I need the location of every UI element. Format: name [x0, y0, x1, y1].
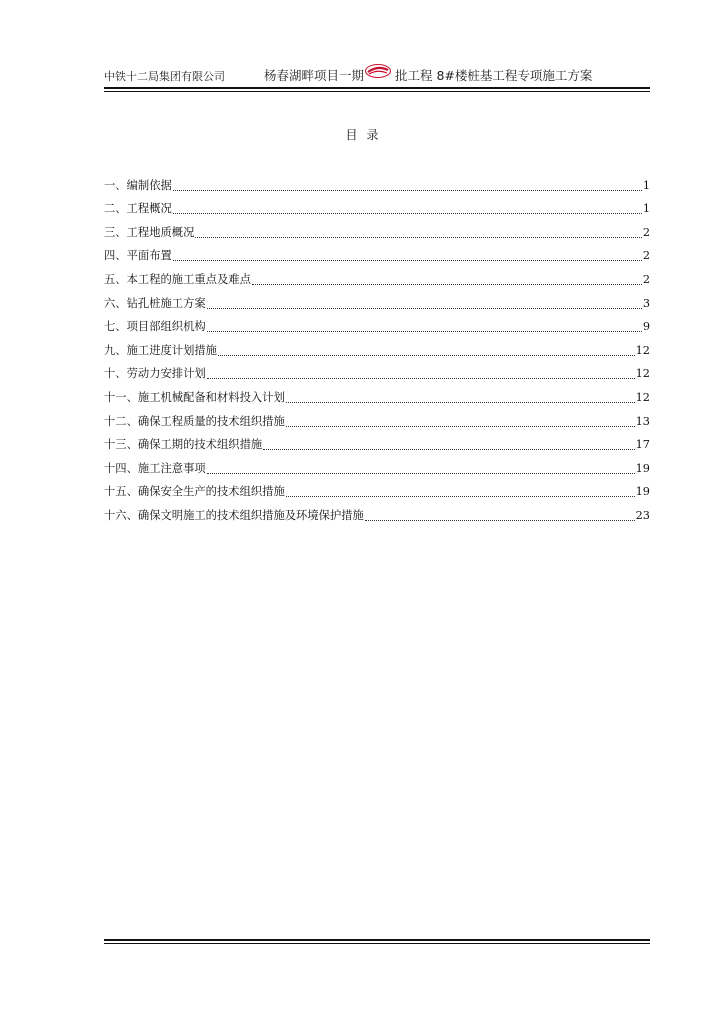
toc-entry[interactable] — [104, 430, 650, 454]
toc-entry[interactable] — [104, 312, 650, 336]
toc-entry-label: 十一、施工机械配备和材料投入计划 — [104, 390, 285, 404]
toc-entry-label: 七、项目部组织机构 — [104, 320, 206, 334]
toc-entry-page: 1 — [642, 178, 650, 192]
toc-entry-page: 2 — [642, 272, 650, 286]
table-of-contents — [104, 170, 650, 524]
toc-entry[interactable] — [104, 217, 650, 241]
toc-entry[interactable] — [104, 241, 650, 265]
footer-rule-thick — [104, 939, 650, 941]
toc-entry[interactable] — [104, 359, 650, 383]
toc-dot-leader — [218, 354, 635, 356]
toc-entry-page: 19 — [635, 485, 650, 499]
toc-dot-leader — [365, 519, 635, 521]
toc-entry-page: 13 — [635, 414, 650, 428]
toc-entry[interactable] — [104, 500, 650, 524]
logo-emblem — [365, 64, 391, 78]
toc-dot-leader — [207, 472, 635, 474]
toc-dot-leader — [263, 448, 634, 450]
toc-entry-page: 1 — [642, 202, 650, 216]
toc-entry-page: 9 — [642, 320, 650, 334]
toc-entry-page: 2 — [642, 225, 650, 239]
toc-entry-page: 19 — [635, 461, 650, 475]
toc-entry-page: 12 — [635, 390, 650, 404]
toc-entry-page: 23 — [635, 508, 650, 522]
toc-dot-leader — [207, 377, 635, 379]
toc-entry-page: 3 — [642, 296, 650, 310]
company-name: 中铁十二局集团有限公司 — [104, 70, 225, 83]
toc-dot-leader — [286, 401, 635, 403]
toc-entry[interactable] — [104, 477, 650, 501]
toc-entry[interactable] — [104, 382, 650, 406]
toc-dot-leader — [252, 283, 642, 285]
toc-entry-label: 九、施工进度计划措施 — [104, 343, 217, 357]
toc-dot-leader — [173, 259, 642, 261]
toc-dot-leader — [286, 425, 635, 427]
toc-entry-label: 十三、确保工期的技术组织措施 — [104, 438, 263, 452]
toc-entry-label: 十、劳动力安排计划 — [104, 367, 206, 381]
toc-entry[interactable] — [104, 288, 650, 312]
footer-rule-thin — [104, 943, 650, 944]
toc-entry-label: 五、本工程的施工重点及难点 — [104, 272, 251, 286]
toc-heading: 目录 — [345, 128, 388, 142]
toc-dot-leader — [173, 189, 642, 191]
toc-entry-page: 17 — [635, 438, 650, 452]
toc-entry[interactable] — [104, 170, 650, 194]
toc-dot-leader — [173, 212, 642, 214]
header-rule-thin — [104, 91, 650, 92]
toc-entry-label: 四、平面布置 — [104, 249, 172, 263]
toc-dot-leader — [207, 307, 642, 309]
toc-dot-leader — [286, 495, 635, 497]
toc-entry-page: 12 — [635, 343, 650, 357]
toc-entry-label: 六、钻孔桩施工方案 — [104, 296, 206, 310]
toc-entry-label: 十六、确保文明施工的技术组织措施及环境保护措施 — [104, 508, 364, 522]
toc-entry-label: 十四、施工注意事项 — [104, 461, 206, 475]
toc-entry[interactable] — [104, 335, 650, 359]
toc-entry-label: 二、工程概况 — [104, 202, 172, 216]
toc-entry-label: 十五、确保安全生产的技术组织措施 — [104, 485, 285, 499]
toc-entry[interactable] — [104, 406, 650, 430]
document-title-part-1: 杨春湖畔项目一期 — [264, 68, 365, 83]
toc-dot-leader — [207, 330, 642, 332]
toc-entry[interactable] — [104, 194, 650, 218]
toc-entry-page: 12 — [635, 367, 650, 381]
toc-entry[interactable] — [104, 264, 650, 288]
toc-entry-page: 2 — [642, 249, 650, 263]
toc-entry-label: 一、编制依据 — [104, 178, 172, 192]
toc-entry-label: 三、工程地质概况 — [104, 225, 195, 239]
document-title-part-2: 批工程 8#楼桩基工程专项施工方案 — [395, 68, 593, 83]
company-logo-icon — [363, 64, 393, 86]
toc-entry[interactable] — [104, 453, 650, 477]
toc-entry-label: 十二、确保工程质量的技术组织措施 — [104, 414, 285, 428]
toc-dot-leader — [195, 236, 641, 238]
header-rule-thick — [104, 87, 650, 89]
